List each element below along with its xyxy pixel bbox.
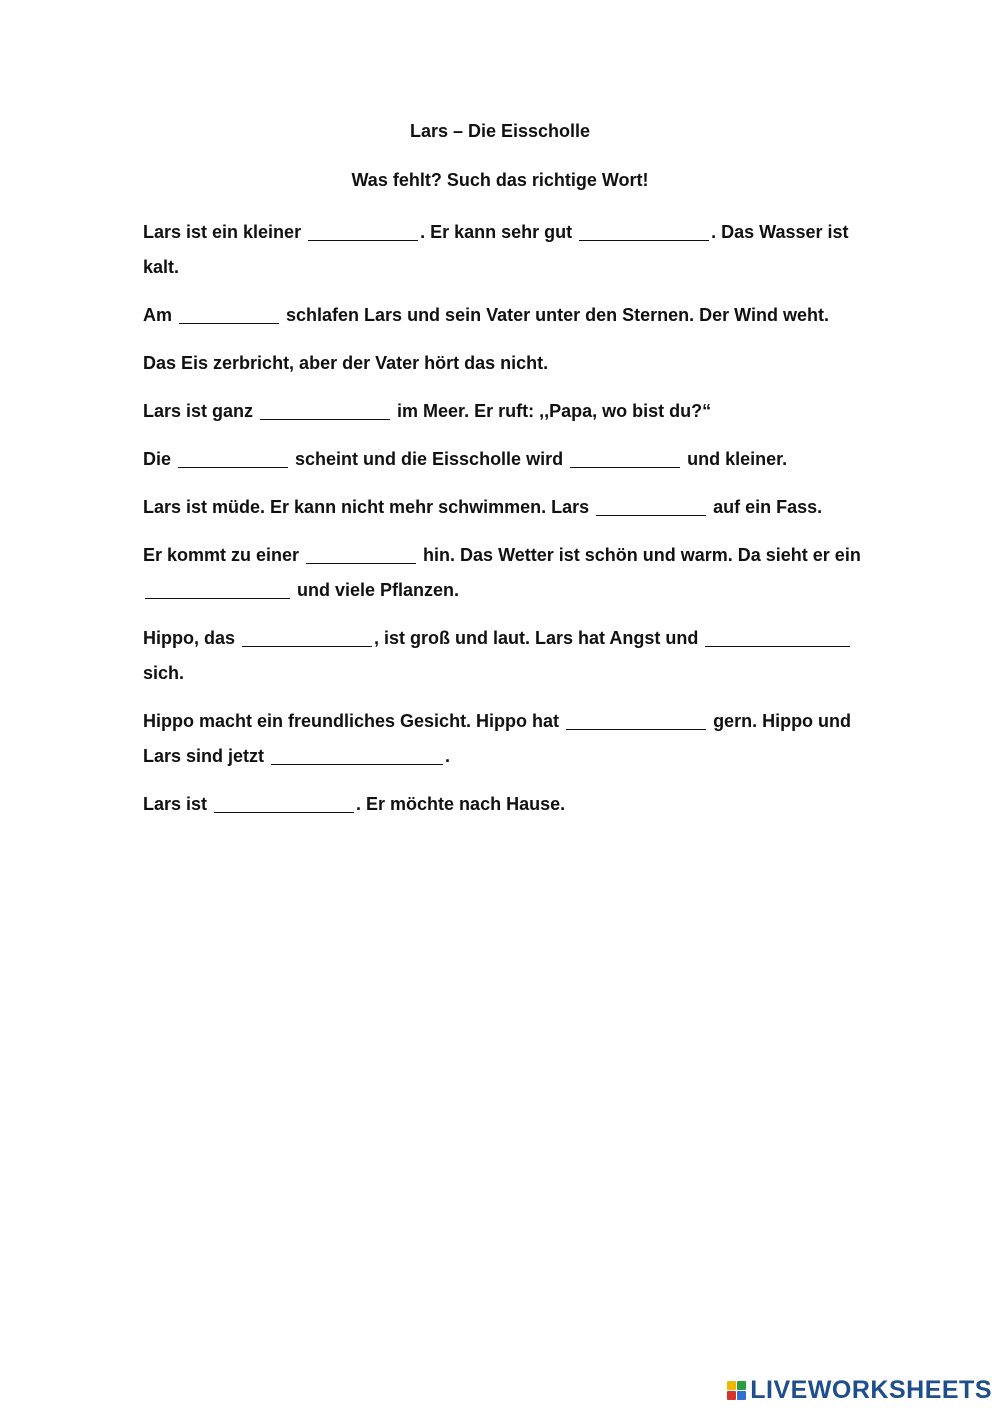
blank-field[interactable] (214, 792, 354, 813)
sentence-10 (143, 787, 863, 822)
sentence-text: . Das Wasser ist kalt. (143, 222, 849, 277)
sentence-3 (143, 346, 863, 381)
sentence-text: Lars ist ganz (143, 401, 259, 421)
blank-field[interactable] (260, 399, 390, 420)
sentence-text: Er kommt zu einer (143, 545, 305, 565)
logo-tile (727, 1381, 736, 1390)
sentence-text: Die (143, 449, 177, 469)
liveworksheets-logo-text: LIVEWORKSHEETS (750, 1376, 992, 1404)
logo-tile (737, 1381, 746, 1390)
sentence-text: . Er möchte nach Hause. (356, 794, 566, 814)
sentence-text: hin. Das Wetter ist schön und warm. Da sieht er ein (418, 545, 861, 565)
sentence-text: Hippo macht ein freundliches Gesicht. Hippo hat (143, 711, 565, 731)
sentence-text: Lars ist ein kleiner (143, 222, 307, 242)
sentence-text: und kleiner. (682, 449, 788, 469)
blank-field[interactable] (579, 220, 709, 241)
logo-tile (727, 1391, 736, 1400)
blank-field[interactable] (570, 447, 680, 468)
blank-field[interactable] (178, 447, 288, 468)
sentence-4 (143, 394, 863, 429)
sentence-6 (143, 490, 863, 525)
sentence-text: . (445, 746, 451, 766)
cloze-text (143, 215, 863, 835)
sentence-text: , ist groß und laut. Lars hat Angst und (374, 628, 704, 648)
sentence-text: scheint und die Eisscholle wird (290, 449, 569, 469)
sentence-5 (143, 442, 863, 477)
blank-field[interactable] (306, 543, 416, 564)
blank-field[interactable] (566, 709, 706, 730)
liveworksheets-logo (727, 1375, 992, 1405)
worksheet-title: Lars – Die Eisscholle (409, 121, 591, 141)
sentence-text: Lars ist müde. Er kann nicht mehr schwimmen. Lars (143, 497, 595, 517)
sentence-text: Am (143, 305, 178, 325)
blank-field[interactable] (179, 303, 279, 324)
blank-field[interactable] (705, 626, 850, 647)
blank-field[interactable] (242, 626, 372, 647)
worksheet-instruction: Was fehlt? Such das richtige Wort! (351, 170, 649, 190)
sentence-text: auf ein Fass. (708, 497, 823, 517)
sentence-text: . Er kann sehr gut (420, 222, 578, 242)
sentence-text: im Meer. Er ruft: ,,Papa, wo bist du?“ (392, 401, 712, 421)
blank-field[interactable] (308, 220, 418, 241)
logo-tile (737, 1391, 746, 1400)
sentence-8 (143, 621, 863, 691)
sentence-9 (143, 704, 863, 774)
sentence-text: sich. (143, 663, 185, 683)
sentence-text: und viele Pflanzen. (292, 580, 460, 600)
sentence-text: gern. Hippo und Lars sind jetzt (143, 711, 852, 766)
sentence-1 (143, 215, 863, 285)
blank-field[interactable] (271, 744, 443, 765)
sentence-2 (143, 298, 863, 333)
sentence-text: Das Eis zerbricht, aber der Vater hört das nicht. (143, 353, 549, 373)
sentence-text: schlafen Lars und sein Vater unter den Sternen. Der Wind weht. (281, 305, 829, 325)
liveworksheets-logo-icon (727, 1381, 746, 1400)
blank-field[interactable] (596, 495, 706, 516)
sentence-text: Lars ist (143, 794, 213, 814)
sentence-7 (143, 538, 863, 608)
sentence-text: Hippo, das (143, 628, 241, 648)
blank-field[interactable] (145, 578, 290, 599)
